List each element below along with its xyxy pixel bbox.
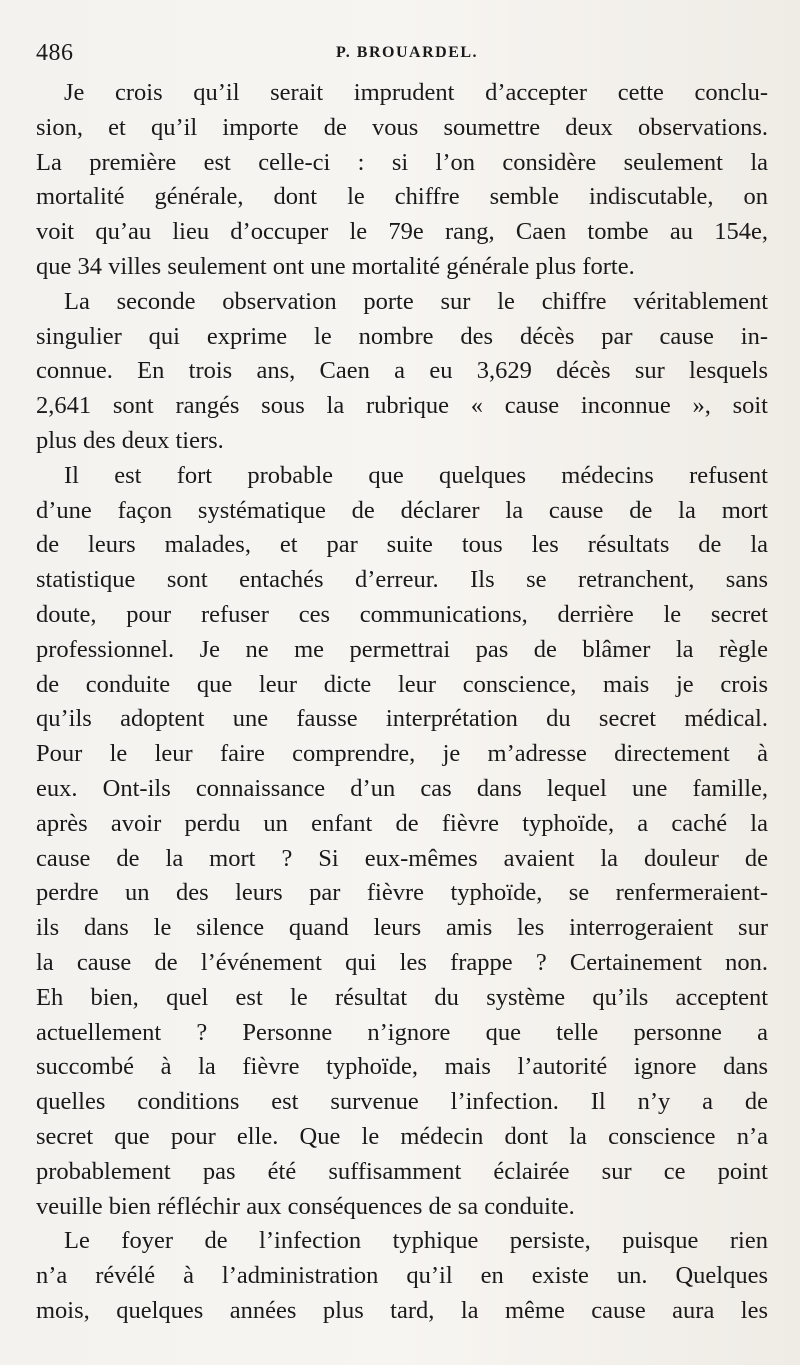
text-line: La première est celle-ci : si l’on considère seulement la xyxy=(36,148,768,176)
body-text xyxy=(36,76,768,1329)
text-line: ils dans le silence quand leurs amis les interrogeraient sur xyxy=(36,914,768,942)
text-line: eux. Ont-ils connaissance d’un cas dans lequel une famille, xyxy=(36,774,768,802)
text-line: perdre un des leurs par fièvre typhoïde, se renfermeraient- xyxy=(36,879,768,907)
text-line: plus des deux tiers. xyxy=(36,426,224,454)
text-line: voit qu’au lieu d’occuper le 79e rang, Caen tombe au 154e, xyxy=(36,218,768,246)
page-header xyxy=(36,40,760,70)
text-line: d’une façon systématique de déclarer la cause de la mort xyxy=(36,496,768,524)
text-line: Eh bien, quel est le résultat du système qu’ils acceptent xyxy=(36,983,768,1011)
text-line: mois, quelques années plus tard, la même cause aura les xyxy=(36,1296,768,1324)
text-line: probablement pas été suffisamment éclairée sur ce point xyxy=(36,1157,768,1185)
text-line: qu’ils adoptent une fausse interprétation du secret médical. xyxy=(36,705,768,733)
running-head: P. BROUARDEL. xyxy=(336,44,479,61)
text-line: professionnel. Je ne me permettrai pas de blâmer la règle xyxy=(36,635,768,663)
text-line: doute, pour refuser ces communications, derrière le secret xyxy=(36,600,768,628)
text-line: de leurs malades, et par suite tous les résultats de la xyxy=(36,531,768,559)
text-line: n’a révélé à l’administration qu’il en existe un. Quelques xyxy=(36,1262,768,1290)
text-line: La seconde observation porte sur le chiffre véritablement xyxy=(64,287,768,315)
text-line: après avoir perdu un enfant de fièvre typhoïde, a caché la xyxy=(36,809,768,837)
text-line: 2,641 sont rangés sous la rubrique « cause inconnue », soit xyxy=(36,392,768,420)
text-line: Je crois qu’il serait imprudent d’accepter cette conclu- xyxy=(64,79,768,106)
text-line: de conduite que leur dicte leur conscience, mais je crois xyxy=(36,670,768,698)
text-line: mortalité générale, dont le chiffre semble indiscutable, on xyxy=(36,183,768,211)
text-line: quelles conditions est survenue l’infection. Il n’y a de xyxy=(36,1088,768,1116)
text-line: actuellement ? Personne n’ignore que telle personne a xyxy=(36,1018,768,1046)
text-line: Pour le leur faire comprendre, je m’adresse directement à xyxy=(36,740,768,768)
text-line: secret que pour elle. Que le médecin dont la conscience n’a xyxy=(36,1122,768,1150)
text-line: cause de la mort ? Si eux-mêmes avaient la douleur de xyxy=(36,844,768,872)
text-line: statistique sont entachés d’erreur. Ils se retranchent, sans xyxy=(36,566,768,594)
page-number: 486 xyxy=(36,40,74,66)
text-line: la cause de l’événement qui les frappe ? Certainement non. xyxy=(36,948,768,976)
text-line: sion, et qu’il importe de vous soumettre deux observations. xyxy=(36,113,768,141)
text-line: connue. En trois ans, Caen a eu 3,629 décès sur lesquels xyxy=(36,357,768,385)
text-line: veuille bien réfléchir aux conséquences de sa conduite. xyxy=(36,1192,575,1220)
text-line: Le foyer de l’infection typhique persiste, puisque rien xyxy=(64,1227,768,1255)
text-line: singulier qui exprime le nombre des décès par cause in- xyxy=(36,322,768,350)
text-line: Il est fort probable que quelques médecins refusent xyxy=(64,461,768,489)
text-line: succombé à la fièvre typhoïde, mais l’autorité ignore dans xyxy=(36,1053,768,1081)
text-line: que 34 villes seulement ont une mortalité générale plus forte. xyxy=(36,252,635,280)
